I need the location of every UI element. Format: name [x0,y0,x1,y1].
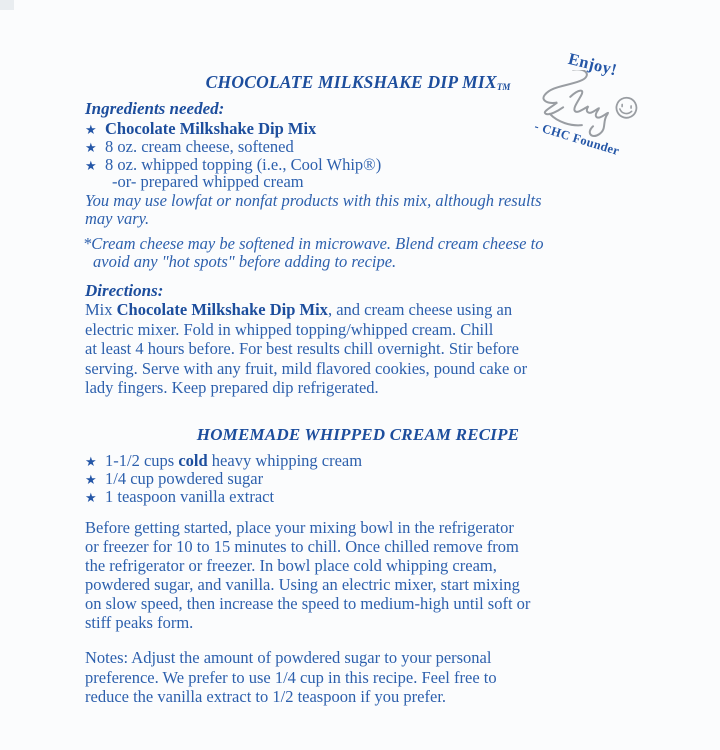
scan-edge-artifact [0,0,14,10]
product-name-bold: Chocolate Milkshake Dip Mix [116,300,328,319]
instructions-line: or freezer for 10 to 15 minutes to chill. Once chilled remove from [85,536,519,556]
list-item [85,138,645,156]
list-item [85,488,645,506]
ingredients-heading: Ingredients needed: [85,99,225,118]
ingredient-text: 8 oz. cream cheese, softened [105,136,294,156]
directions-line: electric mixer. Fold in whipped topping/whipped cream. Chill [85,319,494,339]
trademark-symbol: TM [496,82,511,92]
whipped-cream-heading: HOMEMADE WHIPPED CREAM RECIPE [196,425,520,444]
enjoy-note: Enjoy! [566,49,620,80]
directions-line: at least 4 hours before. For best results chill overnight. Stir before [85,339,519,358]
list-item [85,470,645,488]
star-bullet-icon: ★ [85,122,97,137]
directions-line [85,300,645,320]
page-title-text: CHOCOLATE MILKSHAKE DIP MIX [205,72,497,92]
star-bullet-icon: ★ [85,139,97,155]
whipped-cream-list [85,452,645,507]
directions-prefix: Mix [85,300,117,319]
ingredient-text: Chocolate Milkshake Dip Mix [105,119,317,138]
list-item [85,173,645,191]
instructions-line: powdered sugar, and vanilla. Using an electric mixer, start mixing [85,574,520,594]
list-item [85,120,645,138]
star-bullet-icon: ★ [85,157,97,173]
directions-paragraph [85,300,645,398]
star-bullet-icon: ★ [85,490,97,506]
star-bullet-icon: ★ [85,472,97,488]
directions-line: lady fingers. Keep prepared dip refrigerated. [85,378,379,397]
note-line: You may use lowfat or nonfat products with this mix, although results [85,191,542,210]
directions-rest: , and cream cheese using an [327,300,513,319]
ingredients-list [85,120,645,191]
star-bullet-icon: ★ [85,454,97,469]
item-rest: heavy whipping cream [207,451,363,470]
item-text: 1 teaspoon vanilla extract [105,487,275,507]
notes-paragraph [85,648,645,707]
lowfat-note [85,192,645,228]
cold-bold: cold [178,451,208,470]
notes-line: preference. We prefer to use 1/4 cup in this recipe. Feel free to [85,667,497,687]
notes-line: Notes: Adjust the amount of powdered sugar to your personal [85,648,492,667]
list-item [85,452,645,470]
founder-caption: - CHC Founder [532,119,622,159]
note-line: avoid any "hot spots" before adding to recipe. [93,252,397,271]
cream-cheese-note [83,235,643,271]
item-prefix: 1-1/2 cups [105,451,179,470]
note-line: may vary. [85,209,150,228]
directions-line: serving. Serve with any fruit, mild flavored cookies, pound cake or [85,358,528,378]
ingredient-text: 8 oz. whipped topping (i.e., Cool Whip®) [105,154,382,174]
instructions-line: on slow speed, then increase the speed to medium-high until soft or [85,593,531,613]
whipped-cream-instructions [85,519,645,632]
instructions-line: Before getting started, place your mixing bowl in the refrigerator [85,518,514,537]
note-line: *Cream cheese may be softened in microwave. Blend cream cheese to [83,234,544,253]
list-item [85,156,645,174]
notes-line: reduce the vanilla extract to 1/2 teaspoon if you prefer. [85,687,447,706]
instructions-line: stiff peaks form. [85,612,194,632]
directions-heading: Directions: [85,281,164,300]
instructions-line: the refrigerator or freezer. In bowl place cold whipping cream, [85,555,497,575]
item-text: 1/4 cup powdered sugar [105,469,264,489]
ingredient-text: -or- prepared whipped cream [112,172,304,192]
